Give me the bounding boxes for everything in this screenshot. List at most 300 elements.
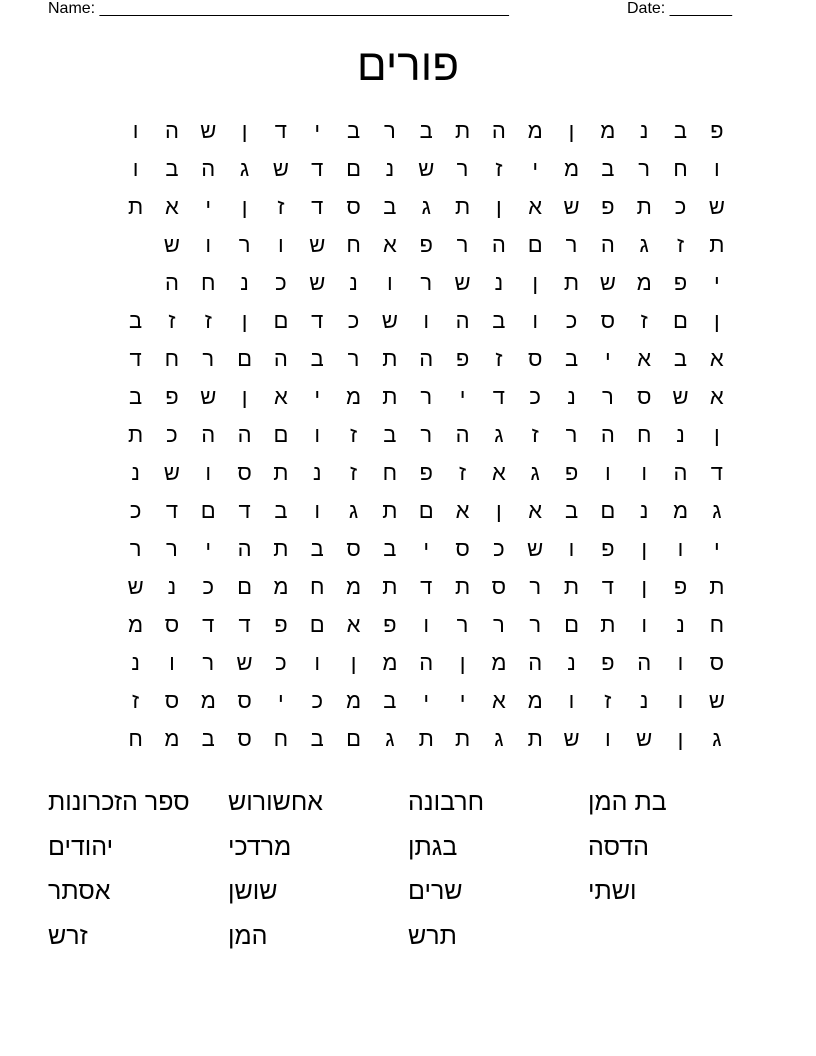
grid-cell[interactable]: נ (385, 156, 395, 181)
grid-cell[interactable]: ת (454, 118, 471, 143)
grid-cell[interactable]: ד (165, 498, 179, 523)
grid-cell[interactable]: ה (455, 422, 470, 447)
word-bank-item: אסתר (48, 877, 111, 906)
grid-cell[interactable]: ח (709, 612, 725, 637)
grid-cell[interactable]: מ (346, 384, 362, 409)
grid-cell[interactable]: מ (672, 498, 689, 523)
grid-cell[interactable]: ה (237, 536, 252, 561)
grid-cell[interactable]: ן (459, 650, 466, 675)
grid-cell[interactable]: ה (273, 346, 288, 371)
grid-cell[interactable]: ר (420, 422, 433, 447)
grid-cell[interactable]: ר (202, 346, 215, 371)
grid-cell[interactable]: ה (164, 118, 179, 143)
grid-cell[interactable]: ן (532, 270, 539, 295)
grid-cell[interactable]: ו (205, 232, 212, 257)
grid-cell[interactable]: ר (420, 384, 433, 409)
grid-cell[interactable]: נ (312, 460, 322, 485)
grid-cell[interactable]: ו (314, 498, 321, 523)
grid-cell[interactable]: א (709, 346, 724, 371)
grid-cell[interactable]: ג (239, 156, 250, 181)
grid-cell[interactable]: כ (311, 688, 324, 713)
grid-cell[interactable]: ג (385, 726, 395, 751)
grid-cell[interactable]: י (459, 688, 466, 713)
grid-cell[interactable]: פ (673, 270, 688, 295)
grid-cell[interactable]: ם (309, 612, 325, 637)
grid-cell[interactable]: ם (273, 308, 289, 333)
grid-cell[interactable]: ש (272, 156, 289, 181)
grid-cell[interactable]: ן (241, 118, 248, 143)
grid-cell[interactable]: ה (455, 308, 470, 333)
grid-cell[interactable]: פ (564, 460, 579, 485)
word-bank-item: בת המן (588, 788, 667, 816)
grid-cell[interactable]: ש (163, 460, 180, 485)
grid-cell[interactable]: ו (568, 536, 575, 561)
grid-row (81, 188, 735, 226)
grid-cell[interactable]: פ (710, 118, 724, 143)
grid-cell[interactable]: נ (131, 650, 140, 675)
word-bank-item: ספר הזכרונות (48, 788, 190, 816)
grid-cell[interactable]: ש (309, 232, 326, 257)
grid-cell[interactable]: ד (420, 574, 433, 599)
grid-cell[interactable]: ן (241, 308, 248, 333)
grid-cell[interactable]: ד (311, 194, 324, 219)
grid-cell[interactable]: כ (347, 308, 360, 333)
grid-cell[interactable]: ח (309, 574, 325, 599)
grid-cell[interactable]: י (278, 688, 284, 713)
grid-cell[interactable]: ב (346, 118, 361, 143)
grid-cell[interactable]: ב (310, 536, 324, 561)
grid-cell[interactable]: ב (492, 308, 506, 333)
grid-cell[interactable]: ר (565, 232, 578, 257)
grid-cell[interactable]: פ (601, 650, 615, 675)
grid-cell[interactable]: ג (530, 460, 540, 485)
grid-cell[interactable]: ו (677, 536, 684, 561)
grid-cell[interactable]: י (423, 536, 430, 561)
grid-cell[interactable]: ם (346, 156, 362, 181)
grid-cell[interactable]: נ (676, 612, 685, 637)
word-bank-item: ושתי (588, 877, 637, 906)
grid-cell[interactable]: ם (273, 422, 289, 447)
grid-cell[interactable]: ד (129, 346, 142, 371)
grid-cell[interactable]: ג (348, 498, 359, 523)
grid-cell[interactable]: ב (274, 498, 288, 523)
grid-cell[interactable]: מ (382, 650, 398, 675)
grid-cell[interactable]: ר (384, 118, 396, 143)
grid-cell[interactable]: ס (600, 308, 616, 333)
word-bank-item: מרדכי (228, 832, 292, 861)
grid-cell[interactable]: ר (638, 156, 651, 181)
grid-cell[interactable]: פ (274, 612, 288, 637)
grid-cell[interactable]: ב (383, 194, 397, 219)
grid-cell[interactable]: ו (132, 118, 139, 143)
grid-cell[interactable]: נ (494, 270, 504, 295)
grid-cell[interactable]: ב (564, 498, 579, 523)
grid-cell[interactable]: ש (418, 156, 435, 181)
grid-cell[interactable]: ר (456, 612, 469, 637)
grid-cell[interactable]: ש (381, 308, 398, 333)
grid-cell[interactable]: ו (314, 650, 321, 675)
grid-cell[interactable]: נ (240, 270, 249, 295)
grid-cell[interactable]: ה (600, 232, 615, 257)
grid-cell[interactable]: ג (712, 498, 722, 523)
grid-cell[interactable]: ן (641, 536, 648, 561)
grid-cell[interactable]: א (637, 346, 652, 371)
grid-cell[interactable]: ו (169, 650, 175, 675)
grid-cell[interactable]: פ (601, 194, 615, 219)
grid-cell[interactable]: ח (164, 346, 180, 371)
grid-cell[interactable]: ב (165, 156, 179, 181)
grid-cell[interactable]: ו (641, 612, 648, 637)
grid-cell[interactable]: ח (273, 726, 289, 751)
grid-cell[interactable]: ו (568, 688, 575, 713)
grid-cell[interactable]: כ (275, 650, 287, 675)
grid-cell[interactable]: ת (563, 270, 580, 295)
grid-cell[interactable]: ש (309, 270, 326, 295)
grid-cell[interactable]: ה (164, 270, 179, 295)
grid-cell[interactable]: ה (201, 422, 216, 447)
grid-cell[interactable]: מ (273, 574, 289, 599)
grid-cell[interactable]: ג (421, 194, 431, 219)
grid-cell[interactable]: ן (241, 384, 248, 409)
grid-cell[interactable]: ר (529, 612, 542, 637)
grid-cell[interactable]: כ (565, 308, 578, 333)
grid-cell[interactable]: מ (600, 118, 616, 143)
grid-cell[interactable]: א (528, 498, 543, 523)
grid-cell[interactable]: כ (674, 194, 687, 219)
grid-cell[interactable]: א (709, 384, 724, 409)
grid-cell[interactable]: ן (677, 726, 684, 751)
grid-cell[interactable]: ר (456, 232, 469, 257)
grid-cell[interactable]: ד (238, 612, 251, 637)
grid-cell[interactable]: ת (454, 726, 471, 751)
grid-cell[interactable]: ס (164, 612, 180, 637)
grid-cell[interactable]: א (491, 460, 506, 485)
grid-cell[interactable]: ת (636, 194, 652, 219)
grid-cell[interactable]: ה (491, 232, 506, 257)
grid-cell[interactable]: ת (382, 384, 398, 409)
grid-cell[interactable]: א (273, 384, 288, 409)
grid-cell[interactable]: ש (636, 726, 653, 751)
grid-cell[interactable]: ו (314, 422, 321, 447)
grid-cell[interactable]: ת (454, 574, 471, 599)
grid-cell[interactable]: ר (601, 384, 614, 409)
grid-cell[interactable]: ם (527, 232, 543, 257)
grid-cell[interactable]: ת (382, 346, 398, 371)
grid-cell[interactable]: ן (350, 650, 357, 675)
grid-cell[interactable]: ש (708, 688, 725, 713)
grid-cell[interactable]: ז (277, 194, 285, 219)
grid-cell[interactable]: ה (491, 118, 506, 143)
grid-cell[interactable]: ב (310, 346, 324, 371)
grid-cell[interactable]: ז (350, 460, 358, 485)
grid-cell[interactable]: ו (132, 156, 139, 181)
grid-cell[interactable]: ד (601, 574, 614, 599)
grid-cell[interactable]: ן (713, 422, 720, 447)
grid-cell[interactable]: ם (418, 498, 434, 523)
grid-cell[interactable]: ש (599, 270, 616, 295)
grid-cell[interactable]: ב (673, 118, 688, 143)
grid-cell[interactable]: ם (600, 498, 616, 523)
grid-cell[interactable]: ו (387, 270, 393, 295)
grid-cell[interactable]: ר (238, 232, 251, 257)
grid-cell[interactable]: מ (527, 688, 543, 713)
grid-cell[interactable]: ם (673, 308, 688, 333)
grid-cell[interactable]: פ (419, 460, 433, 485)
grid-cell[interactable]: י (205, 194, 212, 219)
grid-cell[interactable]: ר (529, 574, 542, 599)
grid-cell[interactable]: ש (454, 270, 471, 295)
grid-cell[interactable]: ד (238, 498, 251, 523)
grid-cell[interactable]: ת (127, 194, 144, 219)
grid-cell[interactable]: ש (527, 536, 544, 561)
grid-cell[interactable]: ו (605, 460, 611, 485)
grid-cell[interactable]: ן (713, 308, 720, 333)
grid-cell[interactable]: ב (129, 308, 143, 333)
grid-cell[interactable]: ת (418, 726, 434, 751)
grid-cell[interactable]: ת (273, 536, 289, 561)
grid-cell[interactable]: מ (200, 688, 216, 713)
grid-cell[interactable]: ו (423, 612, 430, 637)
grid-cell[interactable]: א (165, 194, 179, 219)
word-bank-item: שרים (408, 877, 463, 906)
grid-cell[interactable]: ו (532, 308, 539, 333)
grid-cell[interactable]: כ (166, 422, 178, 447)
grid-cell[interactable]: ז (531, 422, 539, 447)
word-bank-item: בגתן (408, 832, 458, 861)
grid-cell[interactable]: ז (458, 460, 467, 485)
grid-cell[interactable]: ס (237, 688, 252, 713)
grid-cell[interactable]: ח (201, 270, 216, 295)
grid-cell[interactable]: ח (673, 156, 688, 181)
grid-cell[interactable]: ז (132, 688, 140, 713)
grid-cell[interactable]: ב (564, 346, 579, 371)
grid-cell[interactable]: ז (604, 688, 612, 713)
grid-cell[interactable]: ד (710, 460, 723, 485)
grid-cell[interactable]: נ (639, 498, 649, 523)
grid-cell[interactable]: ש (200, 384, 217, 409)
word-bank-item: שושן (228, 877, 278, 906)
name-field[interactable]: Name: ______________________________________________ (48, 0, 509, 17)
grid-cell[interactable]: ו (677, 650, 684, 675)
grid-cell[interactable]: ו (713, 156, 720, 181)
grid-cell[interactable]: ב (673, 346, 688, 371)
grid-cell[interactable]: א (491, 688, 506, 713)
grid-cell[interactable]: ו (278, 232, 284, 257)
grid-cell[interactable]: ד (202, 612, 215, 637)
grid-cell[interactable]: ה (637, 650, 652, 675)
grid-cell[interactable]: י (532, 156, 539, 181)
grid-cell[interactable]: ה (600, 422, 615, 447)
grid-cell[interactable]: ר (492, 612, 505, 637)
grid-cell[interactable]: ג (494, 422, 504, 447)
grid-cell[interactable]: ר (129, 536, 142, 561)
grid-cell[interactable]: ז (640, 308, 648, 333)
grid-cell[interactable]: ת (527, 726, 543, 751)
grid-cell[interactable]: ה (528, 650, 543, 675)
grid-cell[interactable]: ש (127, 574, 144, 599)
grid-cell[interactable]: ת (709, 232, 725, 257)
grid-cell[interactable]: ב (419, 118, 433, 143)
grid-cell[interactable]: נ (167, 574, 177, 599)
grid-cell[interactable]: ת (382, 498, 398, 523)
grid-cell[interactable]: ם (237, 574, 253, 599)
grid-cell[interactable]: ז (168, 308, 176, 333)
grid-cell[interactable]: ד (311, 308, 324, 333)
grid-cell[interactable]: נ (639, 118, 649, 143)
grid-cell[interactable]: נ (131, 460, 140, 485)
grid-cell[interactable]: ת (454, 194, 471, 219)
grid-cell[interactable]: ז (676, 232, 685, 257)
grid-cell[interactable]: ר (347, 346, 360, 371)
grid-cell[interactable]: נ (676, 422, 685, 447)
grid-cell[interactable]: ח (382, 460, 398, 485)
grid-cell[interactable]: ר (456, 156, 469, 181)
grid-cell[interactable]: ס (527, 346, 543, 371)
grid-cell[interactable]: כ (202, 574, 215, 599)
grid-cell[interactable]: ש (563, 726, 580, 751)
grid-cell[interactable]: כ (275, 270, 287, 295)
grid-cell[interactable]: ד (492, 384, 505, 409)
grid-cell[interactable]: ס (164, 688, 180, 713)
grid-cell[interactable]: ה (201, 156, 216, 181)
grid-cell[interactable]: ת (382, 574, 398, 599)
page-title: פורים (356, 41, 460, 90)
grid-cell[interactable]: ב (310, 726, 324, 751)
grid-cell[interactable]: ז (495, 346, 503, 371)
grid-cell[interactable]: י (314, 118, 321, 143)
grid-cell[interactable]: ג (712, 726, 722, 751)
grid-cell[interactable]: ח (636, 422, 652, 447)
grid-cell[interactable]: ת (563, 574, 580, 599)
grid-cell[interactable]: ב (383, 688, 397, 713)
grid-cell[interactable]: ג (494, 726, 504, 751)
grid-cell[interactable]: ש (563, 194, 580, 219)
grid-cell[interactable]: ס (709, 650, 725, 675)
grid-cell[interactable]: ג (639, 232, 649, 257)
grid-cell[interactable]: י (314, 384, 321, 409)
grid-cell[interactable]: פ (673, 574, 688, 599)
grid-cell[interactable]: מ (636, 270, 652, 295)
grid-row (81, 150, 735, 188)
grid-cell[interactable]: ו (677, 688, 684, 713)
grid-cell[interactable]: ה (419, 346, 434, 371)
grid-cell[interactable]: ס (491, 574, 507, 599)
grid-cell[interactable]: ב (383, 422, 397, 447)
grid-cell[interactable]: ס (346, 536, 361, 561)
grid-cell[interactable]: י (713, 536, 720, 561)
grid-cell[interactable]: ם (564, 612, 579, 637)
grid-cell[interactable]: ר (202, 650, 215, 675)
grid-cell[interactable]: ז (495, 156, 503, 181)
grid-cell[interactable]: ז (204, 308, 212, 333)
grid-cell[interactable]: פ (165, 384, 179, 409)
grid-cell[interactable]: ב (129, 384, 143, 409)
grid-cell[interactable]: ס (455, 536, 470, 561)
grid-cell[interactable]: ס (237, 726, 252, 751)
grid-cell[interactable]: ו (605, 726, 611, 751)
grid-cell[interactable]: ח (346, 232, 361, 257)
grid-cell[interactable]: מ (563, 156, 580, 181)
grid-cell[interactable]: ר (166, 536, 178, 561)
grid-cell[interactable]: ם (200, 498, 216, 523)
grid-cell[interactable]: ה (237, 422, 252, 447)
grid-cell[interactable]: ן (496, 498, 502, 523)
grid-cell[interactable]: מ (128, 612, 144, 637)
grid-cell[interactable]: מ (164, 726, 180, 751)
grid-cell[interactable]: ת (127, 422, 144, 447)
grid-cell[interactable]: י (605, 346, 611, 371)
grid-cell[interactable]: ד (274, 118, 287, 143)
grid-cell[interactable]: ש (200, 118, 217, 143)
grid-cell[interactable]: ש (708, 194, 725, 219)
grid-cell[interactable]: א (455, 498, 470, 523)
grid-cell[interactable]: ו (423, 308, 430, 333)
grid-cell[interactable]: ן (641, 574, 648, 599)
grid-cell[interactable]: ס (237, 460, 252, 485)
grid-cell[interactable]: ם (346, 726, 362, 751)
grid-cell[interactable]: ת (600, 612, 616, 637)
grid-cell[interactable]: ש (163, 232, 180, 257)
grid-cell[interactable]: י (423, 688, 430, 713)
grid-cell[interactable]: פ (419, 232, 433, 257)
grid-cell[interactable]: א (528, 194, 543, 219)
grid-cell[interactable]: מ (491, 650, 507, 675)
grid-cell[interactable]: כ (493, 536, 505, 561)
grid-cell[interactable]: כ (529, 384, 541, 409)
grid-cell[interactable]: ו (641, 460, 648, 485)
grid-cell[interactable]: ב (601, 156, 615, 181)
grid-cell[interactable]: ה (673, 460, 688, 485)
grid-cell[interactable]: ס (636, 384, 652, 409)
grid-cell[interactable]: י (205, 536, 212, 561)
grid-cell[interactable]: פ (383, 612, 397, 637)
grid-cell[interactable]: כ (129, 498, 142, 523)
grid-cell[interactable]: ז (350, 422, 358, 447)
grid-cell[interactable]: ד (311, 156, 324, 181)
grid-cell[interactable]: נ (567, 650, 576, 675)
grid-cell[interactable]: מ (527, 118, 543, 143)
grid-cell[interactable]: נ (349, 270, 358, 295)
grid-cell[interactable]: פ (455, 346, 470, 371)
grid-cell[interactable]: ח (128, 726, 143, 751)
grid-cell[interactable]: ת (709, 574, 725, 599)
grid-cell[interactable]: ן (241, 194, 248, 219)
grid-cell[interactable]: ר (420, 270, 433, 295)
grid-cell[interactable]: ר (565, 422, 578, 447)
grid-cell[interactable]: ש (236, 650, 253, 675)
grid-cell[interactable]: י (459, 384, 466, 409)
grid-cell[interactable]: ב (383, 536, 397, 561)
grid-cell[interactable]: ם (237, 346, 253, 371)
grid-cell[interactable]: א (382, 232, 397, 257)
grid-cell[interactable]: ן (568, 118, 575, 143)
grid-cell[interactable]: א (346, 612, 361, 637)
grid-cell[interactable]: ס (346, 194, 361, 219)
grid-cell[interactable]: ו (205, 460, 212, 485)
grid-cell[interactable]: ת (273, 460, 289, 485)
grid-cell[interactable]: נ (639, 688, 649, 713)
grid-cell[interactable]: מ (346, 688, 362, 713)
date-field[interactable]: Date: _______ (627, 0, 732, 17)
grid-cell[interactable]: נ (567, 384, 576, 409)
grid-cell[interactable]: ש (672, 384, 689, 409)
grid-cell[interactable]: ה (419, 650, 434, 675)
grid-cell[interactable]: ב (201, 726, 215, 751)
grid-cell[interactable]: מ (346, 574, 362, 599)
grid-cell[interactable]: פ (601, 536, 615, 561)
grid-cell[interactable]: ן (496, 194, 502, 219)
grid-cell[interactable]: י (713, 270, 720, 295)
